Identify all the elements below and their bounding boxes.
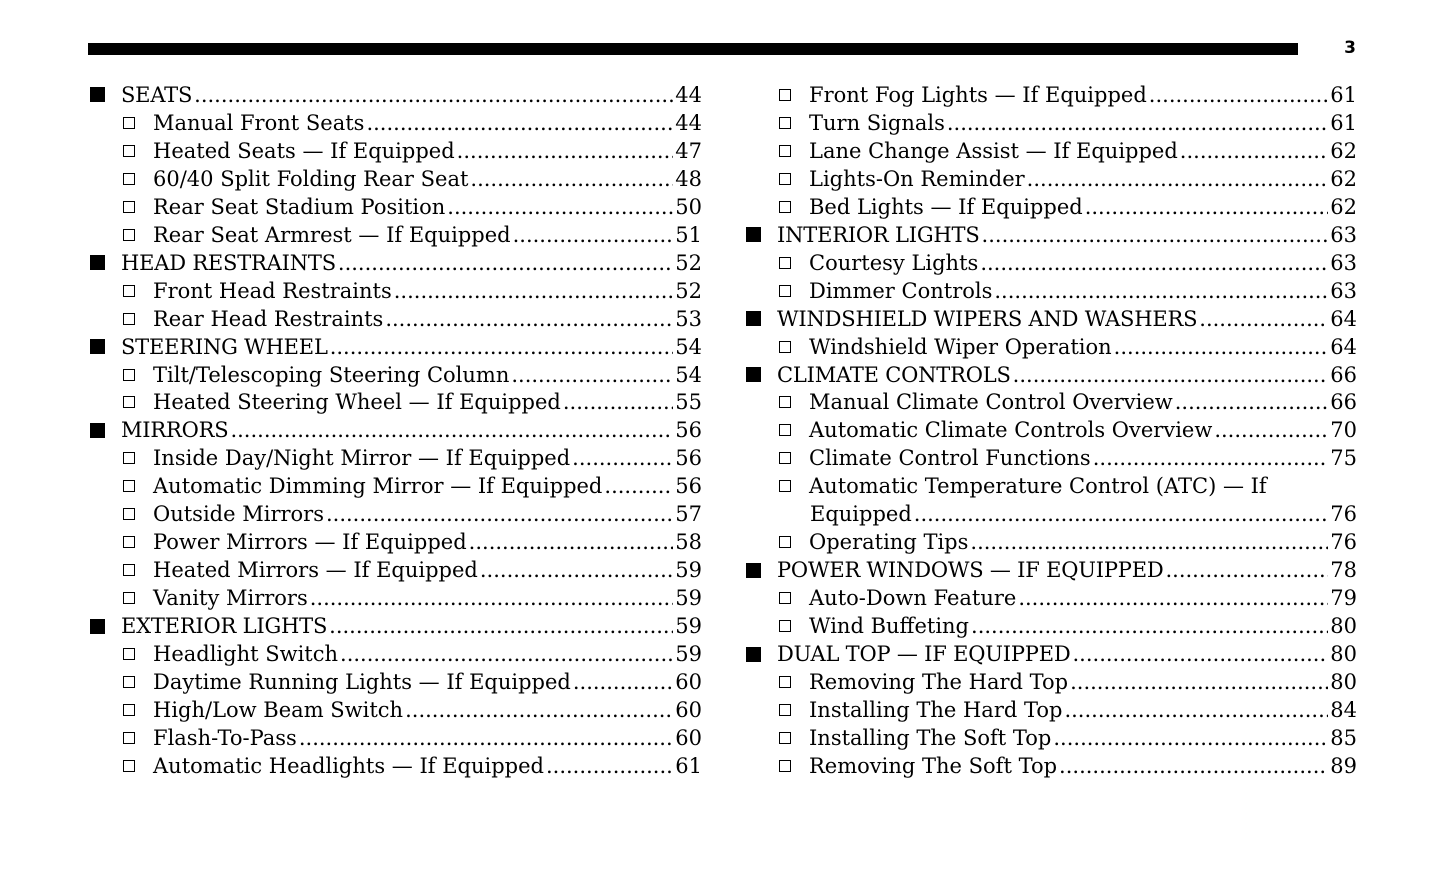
toc-entry-page-number: 61	[675, 753, 702, 778]
hollow-square-bullet-icon	[779, 117, 791, 129]
hollow-square-bullet-icon	[123, 536, 135, 548]
toc-entry-title: Manual Front Seats	[153, 110, 365, 135]
dot-leader	[338, 251, 673, 275]
toc-entry-seats[interactable]	[88, 81, 702, 109]
toc-entry-title-continuation: Equipped	[810, 502, 912, 527]
dot-leader	[394, 279, 674, 303]
toc-entry-courtesy-lights[interactable]	[744, 249, 1357, 277]
hollow-square-bullet-icon	[123, 313, 135, 325]
dot-leader	[971, 614, 1328, 638]
toc-entry-power-windows-if-equipped[interactable]	[744, 556, 1357, 584]
hollow-square-bullet-icon	[123, 760, 135, 772]
toc-entry-page-number: 76	[1330, 530, 1357, 555]
dot-leader	[405, 698, 673, 722]
toc-entry-mirrors[interactable]	[88, 416, 702, 444]
toc-entry-heated-mirrors-if-equipped[interactable]	[88, 556, 702, 584]
toc-entry-page-number: 62	[1330, 166, 1357, 191]
toc-entry-page-number: 66	[1330, 390, 1357, 415]
dot-leader	[511, 363, 673, 387]
toc-section-title: STEERING WHEEL	[121, 334, 328, 359]
dot-leader	[1180, 139, 1328, 163]
toc-entry-title: Heated Steering Wheel — If Equipped	[153, 390, 561, 415]
toc-entry-title: Auto-Down Feature	[809, 586, 1017, 611]
dot-leader	[1013, 363, 1329, 387]
toc-entry-page-number: 51	[675, 222, 702, 247]
toc-entry-title: Wind Buffeting	[809, 614, 970, 639]
dot-leader	[366, 111, 673, 135]
hollow-square-bullet-icon	[779, 592, 791, 604]
dot-leader	[513, 223, 674, 247]
toc-entry-high-low-beam-switch[interactable]	[88, 696, 702, 724]
filled-square-bullet-icon	[746, 311, 761, 326]
toc-entry-removing-the-soft-top[interactable]	[744, 752, 1357, 780]
toc-entry-page-number: 44	[675, 82, 702, 107]
hollow-square-bullet-icon	[123, 173, 135, 185]
toc-entry-title: Removing The Soft Top	[809, 753, 1058, 778]
toc-entry-page-number: 59	[675, 558, 702, 583]
toc-entry-page-number: 80	[1330, 669, 1357, 694]
page-number: 3	[1344, 38, 1356, 58]
dot-leader	[1199, 307, 1328, 331]
toc-entry-front-head-restraints[interactable]	[88, 277, 702, 305]
dot-leader	[194, 83, 673, 107]
hollow-square-bullet-icon	[123, 592, 135, 604]
toc-entry-climate-control-functions[interactable]	[744, 444, 1357, 472]
toc-entry-page-number: 53	[675, 306, 702, 331]
toc-entry-page-number: 70	[1330, 418, 1357, 443]
toc-entry-page-number: 60	[675, 725, 702, 750]
dot-leader	[914, 502, 1328, 526]
toc-section-title: HEAD RESTRAINTS	[121, 250, 336, 275]
toc-entry-rear-seat-stadium-position[interactable]	[88, 193, 702, 221]
toc-entry-continuation[interactable]	[744, 500, 1357, 528]
toc-entry-turn-signals[interactable]	[744, 109, 1357, 137]
hollow-square-bullet-icon	[779, 760, 791, 772]
toc-entry-page-number: 56	[675, 474, 702, 499]
toc-entry-page-number: 76	[1330, 502, 1357, 527]
toc-entry-title: Automatic Temperature Control (ATC) — If	[809, 474, 1267, 499]
hollow-square-bullet-icon	[779, 285, 791, 297]
filled-square-bullet-icon	[746, 367, 761, 382]
hollow-square-bullet-icon	[123, 564, 135, 576]
toc-entry-page-number: 59	[675, 642, 702, 667]
toc-entry-daytime-running-lights-if-equipped[interactable]	[88, 668, 702, 696]
toc-entry-title: Outside Mirrors	[153, 502, 324, 527]
toc-entry-title: Tilt/Telescoping Steering Column	[153, 362, 510, 387]
toc-entry-installing-the-hard-top[interactable]	[744, 696, 1357, 724]
filled-square-bullet-icon	[90, 87, 105, 102]
toc-entry-page-number: 80	[1330, 614, 1357, 639]
toc-entry-windshield-wiper-operation[interactable]	[744, 333, 1357, 361]
dot-leader	[1093, 446, 1329, 470]
dot-leader	[447, 195, 673, 219]
toc-entry-head-restraints[interactable]	[88, 249, 702, 277]
toc-entry-title: Daytime Running Lights — If Equipped	[153, 669, 571, 694]
hollow-square-bullet-icon	[779, 201, 791, 213]
dot-leader	[1175, 390, 1329, 414]
toc-section-title: EXTERIOR LIGHTS	[121, 614, 328, 639]
toc-entry-lights-on-reminder[interactable]	[744, 165, 1357, 193]
toc-section-title: POWER WINDOWS — IF EQUIPPED	[777, 558, 1164, 583]
toc-entry-installing-the-soft-top[interactable]	[744, 724, 1357, 752]
dot-leader	[604, 474, 673, 498]
dot-leader	[230, 418, 673, 442]
toc-entry-title: Rear Head Restraints	[153, 306, 384, 331]
dot-leader	[385, 307, 673, 331]
toc-entry-title: Rear Seat Stadium Position	[153, 194, 446, 219]
toc-entry-page-number: 78	[1330, 558, 1357, 583]
toc-entry-tilt-telescoping-steering-column[interactable]	[88, 361, 702, 389]
dot-leader	[1059, 754, 1328, 778]
toc-entry-page-number: 64	[1330, 306, 1357, 331]
toc-entry-title: Power Mirrors — If Equipped	[153, 530, 467, 555]
toc-entry-automatic-climate-controls-overview[interactable]	[744, 416, 1357, 444]
toc-entry-rear-seat-armrest-if-equipped[interactable]	[88, 221, 702, 249]
toc-entry-page-number: 85	[1330, 725, 1357, 750]
toc-entry-heated-seats-if-equipped[interactable]	[88, 137, 702, 165]
toc-entry-page-number: 66	[1330, 362, 1357, 387]
toc-entry-page-number: 56	[675, 446, 702, 471]
toc-entry-page-number: 60	[675, 697, 702, 722]
toc-entry-page-number: 47	[675, 138, 702, 163]
toc-entry-page-number: 57	[675, 502, 702, 527]
toc-entry-title: Headlight Switch	[153, 642, 339, 667]
toc-entry-title: Climate Control Functions	[809, 446, 1091, 471]
toc-entry-operating-tips[interactable]	[744, 528, 1357, 556]
toc-entry-page-number: 60	[675, 669, 702, 694]
toc-entry-page-number: 89	[1330, 753, 1357, 778]
dot-leader	[1149, 83, 1328, 107]
toc-entry-vanity-mirrors[interactable]	[88, 584, 702, 612]
hollow-square-bullet-icon	[779, 676, 791, 688]
toc-entry-page-number: 55	[675, 390, 702, 415]
toc-entry-page-number: 61	[1330, 82, 1357, 107]
dot-leader	[329, 614, 673, 638]
hollow-square-bullet-icon	[779, 536, 791, 548]
hollow-square-bullet-icon	[123, 117, 135, 129]
toc-entry-page-number: 64	[1330, 334, 1357, 359]
dot-leader	[563, 390, 673, 414]
toc-entry-title: Manual Climate Control Overview	[809, 390, 1173, 415]
toc-right-column	[744, 81, 1357, 780]
hollow-square-bullet-icon	[779, 620, 791, 632]
header-rule	[88, 43, 1298, 55]
toc-entry-page-number: 52	[675, 278, 702, 303]
dot-leader	[1214, 418, 1328, 442]
toc-entry-title: Inside Day/Night Mirror — If Equipped	[153, 446, 571, 471]
toc-entry-dual-top-if-equipped[interactable]	[744, 640, 1357, 668]
toc-entry-flash-to-pass[interactable]	[88, 724, 702, 752]
toc-entry-automatic-dimming-mirror-if-equipped[interactable]	[88, 472, 702, 500]
toc-entry-headlight-switch[interactable]	[88, 640, 702, 668]
toc-entry-title: Lights-On Reminder	[809, 166, 1025, 191]
toc-entry-title: Turn Signals	[809, 110, 945, 135]
toc-entry-inside-day-night-mirror-if-equipped[interactable]	[88, 444, 702, 472]
hollow-square-bullet-icon	[123, 480, 135, 492]
toc-entry-title: Front Head Restraints	[153, 278, 392, 303]
toc-entry-60-40-split-folding-rear-seat[interactable]	[88, 165, 702, 193]
toc-entry-page-number: 54	[675, 362, 702, 387]
toc-entry-dimmer-controls[interactable]	[744, 277, 1357, 305]
toc-entry-page-number: 50	[675, 194, 702, 219]
toc-entry-exterior-lights[interactable]	[88, 612, 702, 640]
toc-entry-removing-the-hard-top[interactable]	[744, 668, 1357, 696]
hollow-square-bullet-icon	[779, 480, 791, 492]
hollow-square-bullet-icon	[123, 648, 135, 660]
hollow-square-bullet-icon	[123, 704, 135, 716]
filled-square-bullet-icon	[90, 619, 105, 634]
toc-section-title: WINDSHIELD WIPERS AND WASHERS	[777, 306, 1198, 331]
dot-leader	[1027, 167, 1329, 191]
toc-entry-wind-buffeting[interactable]	[744, 612, 1357, 640]
hollow-square-bullet-icon	[779, 704, 791, 716]
dot-leader	[340, 642, 673, 666]
toc-entry-page-number: 84	[1330, 697, 1357, 722]
toc-entry-page-number: 80	[1330, 642, 1357, 667]
toc-entry-title: Flash-To-Pass	[153, 725, 297, 750]
toc-entry-power-mirrors-if-equipped[interactable]	[88, 528, 702, 556]
dot-leader	[1165, 558, 1328, 582]
toc-entry-heated-steering-wheel-if-equipped[interactable]	[88, 388, 702, 416]
dot-leader	[982, 223, 1329, 247]
dot-leader	[1114, 335, 1329, 359]
dot-leader	[457, 139, 674, 163]
dot-leader	[1073, 642, 1329, 666]
toc-entry-page-number: 48	[675, 166, 702, 191]
hollow-square-bullet-icon	[123, 676, 135, 688]
toc-entry-front-fog-lights-if-equipped[interactable]	[744, 81, 1357, 109]
toc-entry-title: Removing The Hard Top	[809, 669, 1069, 694]
filled-square-bullet-icon	[746, 647, 761, 662]
hollow-square-bullet-icon	[779, 452, 791, 464]
dot-leader	[1070, 670, 1328, 694]
hollow-square-bullet-icon	[123, 201, 135, 213]
toc-entry-auto-down-feature[interactable]	[744, 584, 1357, 612]
toc-entry-title: Installing The Hard Top	[809, 697, 1063, 722]
toc-section-title: DUAL TOP — IF EQUIPPED	[777, 642, 1071, 667]
toc-entry-title: Bed Lights — If Equipped	[809, 194, 1083, 219]
toc-entry-title: High/Low Beam Switch	[153, 697, 404, 722]
filled-square-bullet-icon	[746, 227, 761, 242]
toc-entry-bed-lights-if-equipped[interactable]	[744, 193, 1357, 221]
toc-entry-page-number: 63	[1330, 250, 1357, 275]
toc-entry-automatic-temperature-control-atc-if-equipped[interactable]	[744, 472, 1357, 500]
hollow-square-bullet-icon	[123, 508, 135, 520]
hollow-square-bullet-icon	[779, 89, 791, 101]
dot-leader	[310, 586, 674, 610]
hollow-square-bullet-icon	[123, 285, 135, 297]
toc-entry-page-number: 63	[1330, 278, 1357, 303]
toc-entry-outside-mirrors[interactable]	[88, 500, 702, 528]
toc-entry-page-number: 63	[1330, 222, 1357, 247]
toc-entry-rear-head-restraints[interactable]	[88, 305, 702, 333]
toc-entry-page-number: 61	[1330, 110, 1357, 135]
toc-entry-title: Operating Tips	[809, 530, 969, 555]
hollow-square-bullet-icon	[779, 145, 791, 157]
toc-entry-page-number: 59	[675, 586, 702, 611]
dot-leader	[1053, 726, 1328, 750]
toc-entry-page-number: 75	[1330, 446, 1357, 471]
hollow-square-bullet-icon	[123, 452, 135, 464]
dot-leader	[994, 279, 1328, 303]
hollow-square-bullet-icon	[779, 341, 791, 353]
toc-entry-steering-wheel[interactable]	[88, 333, 702, 361]
toc-entry-title: Rear Seat Armrest — If Equipped	[153, 222, 511, 247]
filled-square-bullet-icon	[746, 563, 761, 578]
toc-entry-title: Dimmer Controls	[809, 278, 993, 303]
hollow-square-bullet-icon	[779, 424, 791, 436]
dot-leader	[947, 111, 1328, 135]
hollow-square-bullet-icon	[779, 396, 791, 408]
dot-leader	[326, 502, 673, 526]
hollow-square-bullet-icon	[123, 732, 135, 744]
dot-leader	[470, 167, 673, 191]
toc-entry-lane-change-assist-if-equipped[interactable]	[744, 137, 1357, 165]
toc-left-column	[88, 81, 702, 780]
toc-entry-title: Lane Change Assist — If Equipped	[809, 138, 1178, 163]
toc-entry-climate-controls[interactable]	[744, 361, 1357, 389]
toc-entry-manual-front-seats[interactable]	[88, 109, 702, 137]
toc-entry-page-number: 62	[1330, 138, 1357, 163]
filled-square-bullet-icon	[90, 423, 105, 438]
toc-section-title: CLIMATE CONTROLS	[777, 362, 1011, 387]
hollow-square-bullet-icon	[779, 257, 791, 269]
toc-entry-interior-lights[interactable]	[744, 221, 1357, 249]
dot-leader	[480, 558, 673, 582]
toc-entry-title: Windshield Wiper Operation	[809, 334, 1112, 359]
filled-square-bullet-icon	[90, 339, 105, 354]
dot-leader	[1064, 698, 1328, 722]
toc-entry-title: Courtesy Lights	[809, 250, 979, 275]
toc-section-title: SEATS	[121, 82, 193, 107]
toc-entry-page-number: 54	[675, 334, 702, 359]
toc-entry-manual-climate-control-overview[interactable]	[744, 388, 1357, 416]
hollow-square-bullet-icon	[779, 173, 791, 185]
dot-leader	[572, 446, 673, 470]
toc-entry-title: Vanity Mirrors	[153, 586, 308, 611]
toc-entry-page-number: 44	[675, 110, 702, 135]
toc-entry-page-number: 58	[675, 530, 702, 555]
toc-entry-page-number: 56	[675, 418, 702, 443]
toc-entry-page-number: 62	[1330, 194, 1357, 219]
filled-square-bullet-icon	[90, 255, 105, 270]
toc-entry-title: Installing The Soft Top	[809, 725, 1052, 750]
toc-entry-title: 60/40 Split Folding Rear Seat	[153, 166, 469, 191]
toc-entry-title: Heated Mirrors — If Equipped	[153, 558, 478, 583]
toc-entry-title: Automatic Climate Controls Overview	[809, 418, 1213, 443]
hollow-square-bullet-icon	[123, 145, 135, 157]
dot-leader	[573, 670, 673, 694]
dot-leader	[469, 530, 674, 554]
toc-entry-page-number: 59	[675, 614, 702, 639]
toc-entry-windshield-wipers-and-washers[interactable]	[744, 305, 1357, 333]
toc-section-title: INTERIOR LIGHTS	[777, 222, 980, 247]
hollow-square-bullet-icon	[123, 229, 135, 241]
hollow-square-bullet-icon	[123, 396, 135, 408]
toc-entry-title: Automatic Dimming Mirror — If Equipped	[153, 474, 603, 499]
toc-entry-title: Automatic Headlights — If Equipped	[153, 753, 544, 778]
dot-leader	[546, 754, 673, 778]
dot-leader	[1085, 195, 1329, 219]
toc-entry-title: Front Fog Lights — If Equipped	[809, 82, 1147, 107]
toc-entry-page-number: 52	[675, 250, 702, 275]
dot-leader	[970, 530, 1328, 554]
toc-entry-automatic-headlights-if-equipped[interactable]	[88, 752, 702, 780]
toc-entry-page-number: 79	[1330, 586, 1357, 611]
hollow-square-bullet-icon	[123, 369, 135, 381]
dot-leader	[299, 726, 673, 750]
toc-entry-title: Heated Seats — If Equipped	[153, 138, 455, 163]
dot-leader	[1018, 586, 1328, 610]
dot-leader	[330, 335, 674, 359]
toc-section-title: MIRRORS	[121, 418, 229, 443]
dot-leader	[980, 251, 1328, 275]
hollow-square-bullet-icon	[779, 732, 791, 744]
